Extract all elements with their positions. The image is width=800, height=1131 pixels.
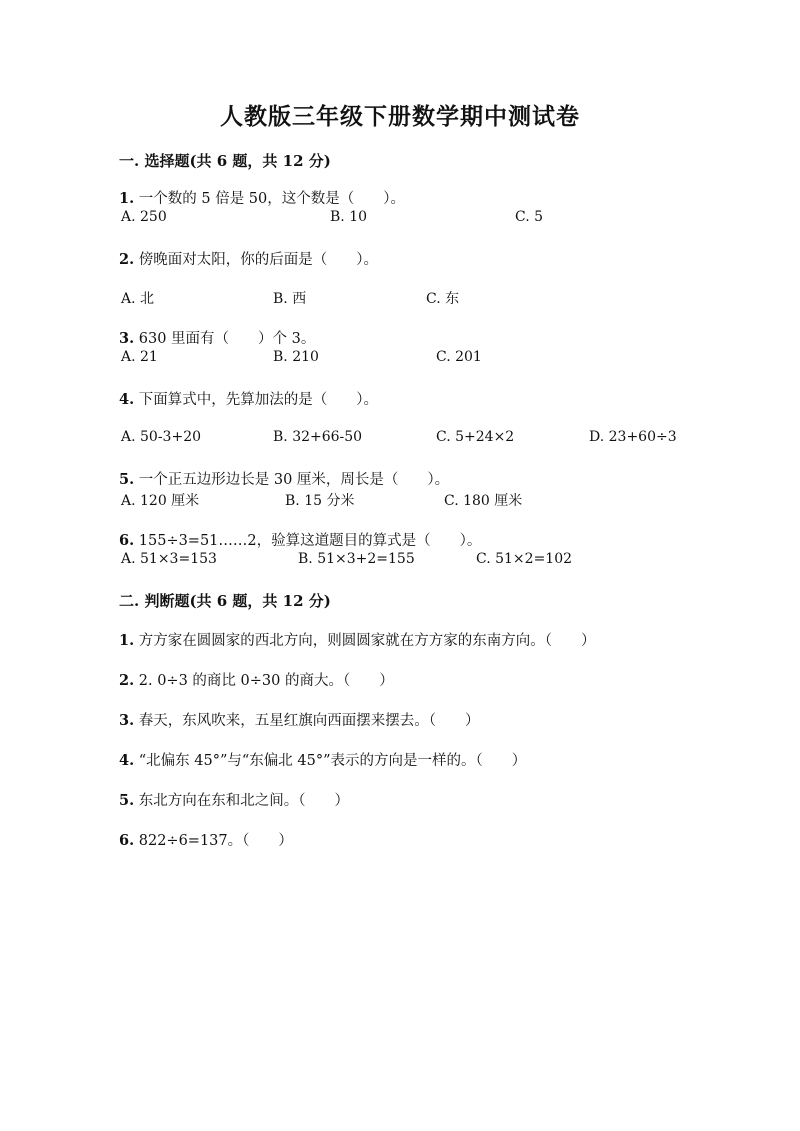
question-text: 155÷3=51……2，验算这道题目的算式是（ ）。 xyxy=(138,533,482,549)
question-number: 1. xyxy=(119,190,135,207)
section-heading-judgment: 二. 判断题(共 6 题，共 12 分) xyxy=(119,592,331,610)
question-2-6 xyxy=(119,829,293,850)
question-text: 630 里面有（ ）个 3。 xyxy=(138,331,316,347)
question-text: 822÷6=137。（ ） xyxy=(138,833,293,849)
question-text: “北偏东 45°”与“东偏北 45°”表示的方向是一样的。（ ） xyxy=(138,753,527,769)
question-number: 4. xyxy=(119,752,135,769)
question-number: 6. xyxy=(119,532,135,549)
question-2-3 xyxy=(119,709,480,730)
option-b: B. 西 xyxy=(273,291,307,307)
option-c: C. 5+24×2 xyxy=(436,429,515,445)
option-a: A. 50-3+20 xyxy=(121,429,202,445)
question-number: 3. xyxy=(119,712,135,729)
option-a: A. 北 xyxy=(121,291,155,307)
question-number: 3. xyxy=(119,330,135,347)
question-number: 1. xyxy=(119,632,135,649)
option-c: C. 5 xyxy=(515,209,544,225)
question-2-1 xyxy=(119,629,596,650)
option-c: C. 东 xyxy=(426,291,460,307)
question-1-1 xyxy=(119,187,405,208)
question-1-4 xyxy=(119,388,378,409)
question-number: 5. xyxy=(119,792,135,809)
option-a: A. 21 xyxy=(121,349,158,365)
question-1-3 xyxy=(119,327,315,348)
question-number: 2. xyxy=(119,251,135,268)
option-d: D. 23+60÷3 xyxy=(589,429,677,445)
option-a: A. 120 厘米 xyxy=(121,493,200,509)
question-number: 2. xyxy=(119,672,135,689)
question-number: 5. xyxy=(119,471,135,488)
question-1-5 xyxy=(119,468,449,489)
option-a: A. 250 xyxy=(121,209,167,225)
option-b: B. 10 xyxy=(330,209,368,225)
question-text: 方方家在圆圆家的西北方向，则圆圆家就在方方家的东南方向。（ ） xyxy=(138,633,596,649)
question-1-6 xyxy=(119,529,481,550)
option-b: B. 210 xyxy=(273,349,319,365)
question-1-2 xyxy=(119,248,378,269)
question-text: 春天，东风吹来，五星红旗向西面摆来摆去。（ ） xyxy=(138,713,480,729)
question-text: 傍晚面对太阳，你的后面是（ ）。 xyxy=(138,252,378,268)
option-b: B. 15 分米 xyxy=(285,493,355,509)
question-2-4 xyxy=(119,749,526,770)
option-a: A. 51×3=153 xyxy=(121,551,217,567)
question-text: 东北方向在东和北之间。（ ） xyxy=(138,793,349,809)
option-b: B. 32+66-50 xyxy=(273,429,363,445)
option-c: C. 180 厘米 xyxy=(444,493,523,509)
question-number: 6. xyxy=(119,832,135,849)
question-2-5 xyxy=(119,789,349,810)
option-c: C. 51×2=102 xyxy=(476,551,573,567)
question-text: 一个数的 5 倍是 50，这个数是（ ）。 xyxy=(138,191,406,207)
question-text: 2. 0÷3 的商比 0÷30 的商大。（ ） xyxy=(138,673,394,689)
question-text: 一个正五边形边长是 30 厘米，周长是（ ）。 xyxy=(138,472,450,488)
section-heading-choice: 一. 选择题(共 6 题，共 12 分) xyxy=(119,152,331,170)
question-text: 下面算式中，先算加法的是（ ）。 xyxy=(138,392,378,408)
question-number: 4. xyxy=(119,391,135,408)
question-2-2 xyxy=(119,669,394,690)
option-c: C. 201 xyxy=(436,349,482,365)
option-b: B. 51×3+2=155 xyxy=(298,551,415,567)
page-title: 人教版三年级下册数学期中测试卷 xyxy=(220,103,580,130)
